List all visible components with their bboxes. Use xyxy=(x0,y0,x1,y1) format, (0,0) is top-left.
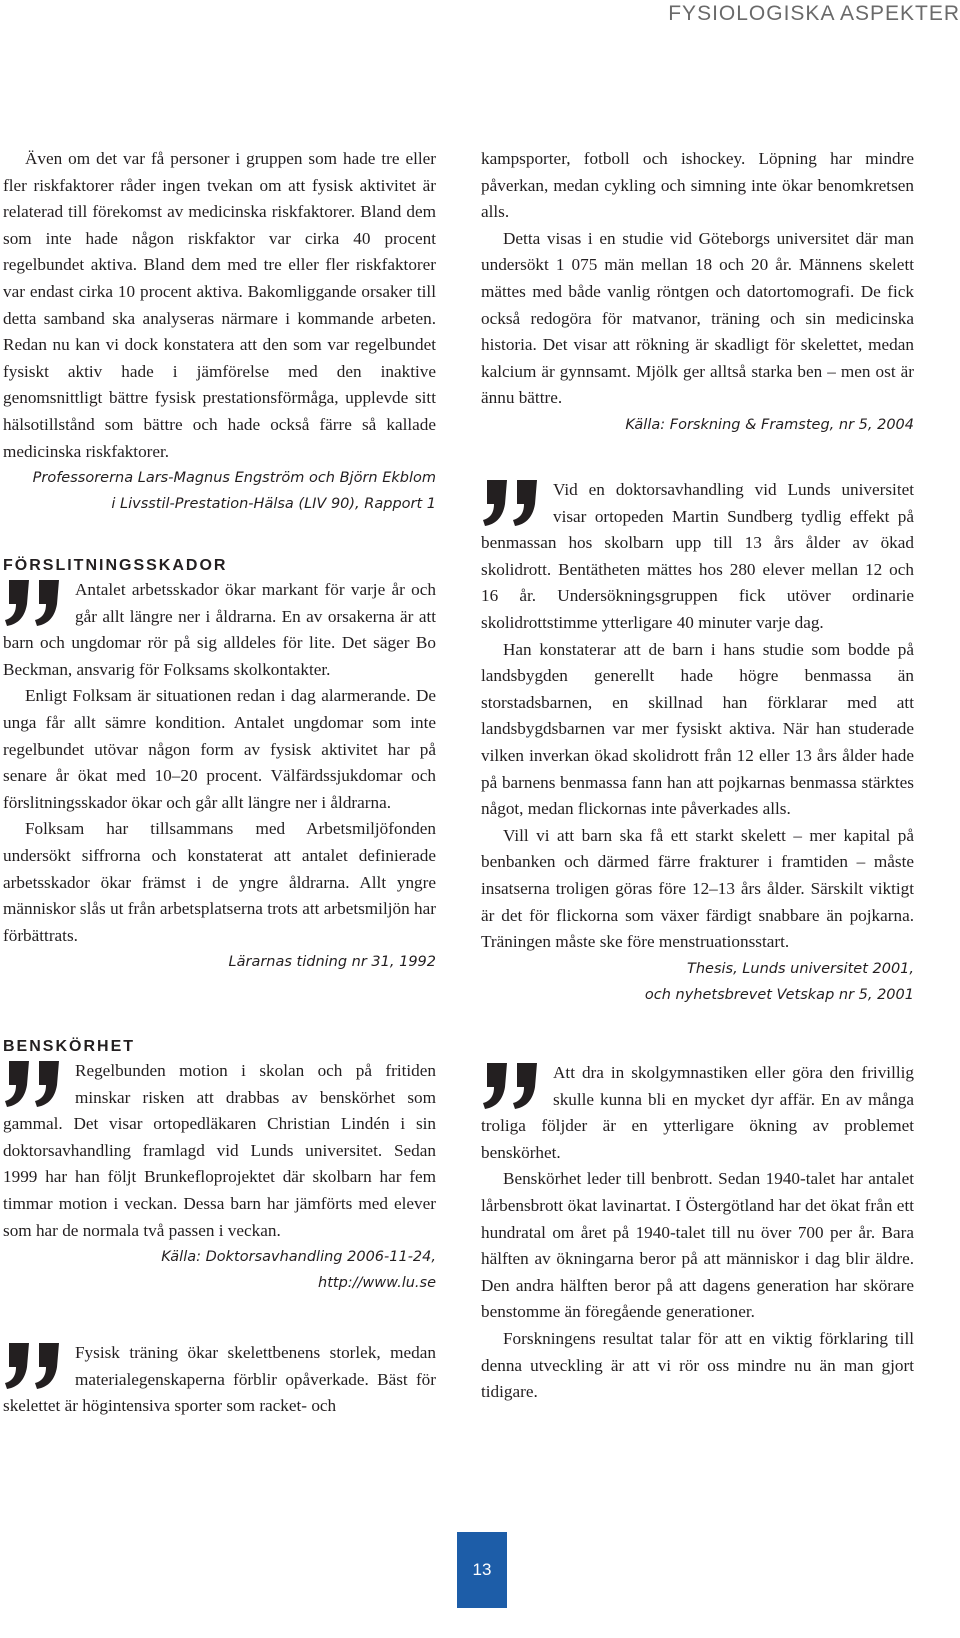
quote-mark-icon xyxy=(3,1343,75,1393)
fysisk-section xyxy=(3,1340,436,1420)
thesis-section xyxy=(481,477,914,1008)
quote-mark-icon xyxy=(481,1063,553,1113)
body-paragraph: Detta visas i en studie vid Göteborgs universitet där man undersökt 1 075 män mellan 18 och 20 år. Männens skelett mättes med både vanlig röntgen och datortomografi. De fick också redogöra för matvanor, träning och sin medicinska historia. Det visar att rökning är skadligt för skelettet, medan kalcium är gynnsamt. Mjölk ger alltså starka ben – men ost är ännu bättre. xyxy=(481,228,914,408)
source-citation: och nyhetsbrevet Vetskap nr 5, 2001 xyxy=(644,986,914,1003)
section-heading: FÖRSLITNINGSSKADOR xyxy=(3,557,228,574)
right-top-section xyxy=(481,146,914,438)
source-citation: i Livsstil-Prestation-Hälsa (LIV 90), Rapport 1 xyxy=(111,496,436,513)
body-paragraph: Vid en doktorsavhandling vid Lunds universitet visar ortopeden Martin Sundberg tydlig effekt på benmassan hos skolbarn upp till 13 års ålder av ökad skolidrott. Bentätheten mättes hos 280 elever mellan 12 och 16 år. Undersökningsgruppen fick utöver ordinarie skolidrottstimme ytterligare 40 minuter varje dag. xyxy=(481,480,914,632)
page-number: 13 xyxy=(457,1532,507,1608)
body-paragraph: Folksam har tillsammans med Arbetsmiljöfonden undersökt siffrorna och konstaterat att antalet definierade arbetsskador ökar främst i de yngre åldrarna. Allt yngre människor slås ut från arbetsplatserna trots att arbetsmiljön har förbättrats. xyxy=(3,819,436,945)
body-paragraph: kampsporter, fotboll och ishockey. Löpning har mindre påverkan, medan cykling och simning inte ökar benomkretsen alls. xyxy=(481,149,914,222)
source-citation: Lärarnas tidning nr 31, 1992 xyxy=(228,954,436,971)
body-paragraph: Forskningens resultat talar för att en viktig förklaring till denna utveckling är att vi rör oss mindre nu än man gjort tidigare. xyxy=(481,1328,914,1402)
quote-mark-icon xyxy=(3,580,75,630)
quote-mark-icon xyxy=(3,1061,75,1111)
body-paragraph: Att dra in skolgymnastiken eller göra den frivillig skulle kunna bli en mycket dyr affär. En av många troliga följder är en ytterligare ökning av problemet benskörhet. xyxy=(481,1063,914,1162)
quote-mark-icon xyxy=(481,480,553,530)
source-citation: Källa: Doktorsavhandling 2006-11-24, xyxy=(161,1249,436,1266)
source-citation: http://www.lu.se xyxy=(318,1275,436,1292)
skolgymnastik-section xyxy=(481,1060,914,1406)
source-citation: Professorerna Lars-Magnus Engström och Björn Ekblom xyxy=(32,470,436,487)
body-paragraph: Regelbunden motion i skolan och på fritiden minskar risken att drabbas av benskörhet som gammal. Det visar ortopedläkaren Christian Lindén i sin doktorsavhandling framlagd vid Lunds universitet. Sedan 1999 har han följt Brunkefloprojektet där skolbarn har fem timmar motion i veckan. Dessa barn har jämförts med elever som har de normala två passen i veckan. xyxy=(3,1061,436,1240)
body-paragraph: Även om det var få personer i gruppen som hade tre eller fler riskfaktorer råder ingen tvekan om att fysisk aktivitet är relaterad till förekomst av medicinska riskfaktorer. Bland dem som inte hade någon riskfaktor var cirka 40 procent regelbundet aktiva. Bland dem med tre eller fler riskfaktorer var endast cirka 10 procent aktiva. Bakomliggande orsaker till detta samband ska analyseras närmare i kommande arbeten. Redan nu kan vi dock konstatera att den som var regelbundet fysiskt aktiv hade i jämförelse med den inaktive genomsnittligt bättre fysisk prestationsförmåga, upplevde sitt hälsotillstånd som bättre och hade också färre så kallade medicinska riskfaktorer. xyxy=(3,149,436,461)
body-paragraph: Benskörhet leder till benbrott. Sedan 1940-talet har antalet lårbensbrott ökat lavinartat. I Östergötland har det ökat från ett hundratal om året på 1940-talet till nu över 700 per år. Bara hälften av ökningarna beror på att människor i dag blir äldre. Den andra hälften beror på att dagens generation har skörare benstomme än föregående generationer. xyxy=(481,1169,914,1322)
forslitning-section xyxy=(3,555,436,975)
source-citation: Thesis, Lunds universitet 2001, xyxy=(686,960,914,977)
left-top-section xyxy=(3,146,436,517)
body-paragraph: Fysisk träning ökar skelettbenens storlek, medan materialegenskaperna förblir opåverkade. Bäst för skelettet är högintensiva sporter som racket- och xyxy=(3,1343,436,1416)
running-header: FYSIOLOGISKA ASPEKTER xyxy=(668,2,960,25)
section-heading: BENSKÖRHET xyxy=(3,1038,136,1055)
body-paragraph: Vill vi att barn ska få ett starkt skelett – mer kapital på benbanken och därmed färre frakturer i framtiden – måste insatserna troligen göras före 12–13 års ålder. Särskilt viktigt är det för flickorna som växer färdigt snabbare än pojkarna. Träningen måste ske före menstruationsstart. xyxy=(481,825,914,952)
benskorhet-section xyxy=(3,1036,436,1296)
body-paragraph: Enligt Folksam är situationen redan i dag alarmerande. De unga får allt sämre kondition. Antalet ungdomar som inte regelbundet utövar någon form av fysisk aktivitet har på senare år ökat med 10–20 procent. Välfärdssjukdomar och förslitningsskador ökar och går allt längre ner i åldrarna. xyxy=(3,686,436,812)
source-citation: Källa: Forskning & Framsteg, nr 5, 2004 xyxy=(625,416,914,433)
body-paragraph: Han konstaterar att de barn i hans studie som bodde på landsbygden generellt hade högre benmassa än storstadsbarnen, en skillnad han förklarar med att landsbygdsbarnen var mer fysiskt aktiva. När han studerade vilken inverkan ökad skolidrott från 12 eller 13 års ålder hade på barnens benmassa fann han att pojkarnas benmassa stärktes något, medan flickornas inte påverkades alls. xyxy=(481,639,914,819)
body-paragraph: Antalet arbetsskador ökar markant för varje år och går allt längre ner i åldrarna. En av orsakerna är att barn och ungdomar rör på sig alldeles för lite. Det säger Bo Beckman, ansvarig för Folksams skolkontakter. xyxy=(3,580,436,679)
